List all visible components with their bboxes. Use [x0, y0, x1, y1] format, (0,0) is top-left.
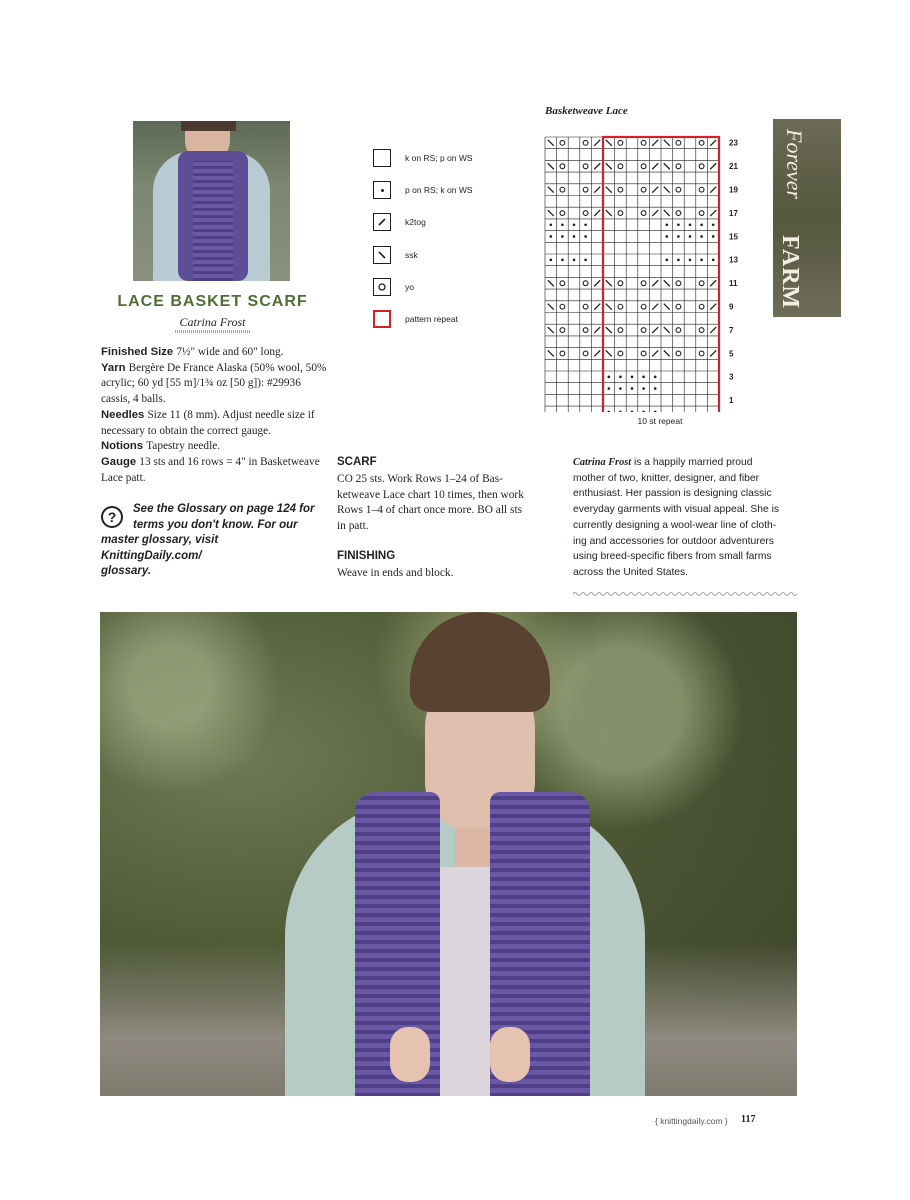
chart-k2tog-symbol — [652, 163, 658, 169]
chart-purl-symbol — [654, 387, 657, 390]
chart-yo-symbol — [641, 211, 646, 216]
chart-yo-symbol — [583, 304, 588, 309]
chart-ssk-symbol — [606, 163, 612, 169]
chart-purl-symbol — [550, 223, 553, 226]
knitting-chart — [540, 127, 750, 412]
chart-yo-symbol — [618, 187, 623, 192]
page-number: 117 — [741, 1114, 756, 1125]
chart-purl-symbol — [642, 411, 645, 412]
chart-row-number: 9 — [729, 302, 734, 312]
chart-yo-symbol — [560, 211, 565, 216]
bio-line: currently designing a wool-wear line of cloth- — [573, 519, 777, 531]
chart-repeat-label: 10 st repeat — [637, 416, 683, 426]
chart-purl-symbol — [573, 235, 576, 238]
chart-purl-symbol — [677, 259, 680, 262]
chart-k2tog-symbol — [594, 327, 600, 333]
chart-yo-symbol — [560, 140, 565, 145]
chart-yo-symbol — [699, 211, 704, 216]
chart-yo-symbol — [676, 187, 681, 192]
chart-k2tog-symbol — [594, 304, 600, 310]
bio-line: across the United States. — [573, 566, 689, 578]
chart-yo-symbol — [641, 140, 646, 145]
chart-yo-symbol — [676, 281, 681, 286]
scarf-line: CO 25 sts. Work Rows 1–24 of Bas- — [337, 473, 503, 485]
chart-yo-symbol — [583, 211, 588, 216]
chart-yo-symbol — [641, 304, 646, 309]
chart-yo-symbol — [676, 304, 681, 309]
question-icon: ? — [101, 506, 123, 528]
finishing-heading: FINISHING — [337, 550, 396, 562]
chart-row-number: 1 — [729, 396, 734, 406]
chart-yo-symbol — [699, 187, 704, 192]
chart-yo-symbol — [676, 328, 681, 333]
footer-site: { knittingdaily.com } — [655, 1116, 728, 1126]
chart-k2tog-symbol — [594, 350, 600, 356]
chart-purl-symbol — [642, 376, 645, 379]
chart-row-number: 23 — [729, 138, 738, 148]
chart-purl-symbol — [666, 223, 669, 226]
chart-row-number: 17 — [729, 208, 738, 218]
chart-ssk-symbol — [664, 163, 670, 169]
key-purl-symbol — [373, 181, 391, 199]
section-tab-word: FARM — [777, 235, 803, 310]
chart-purl-symbol — [619, 376, 622, 379]
chart-k2tog-symbol — [594, 280, 600, 286]
chart-purl-symbol — [631, 387, 634, 390]
finishing-text: Weave in ends and block. — [337, 567, 454, 579]
key-knit-label: k on RS; p on WS — [405, 153, 473, 163]
key-knit-symbol — [373, 149, 391, 167]
chart-k2tog-symbol — [594, 163, 600, 169]
chart-yo-symbol — [618, 351, 623, 356]
chart-yo-symbol — [641, 351, 646, 356]
chart-yo-symbol — [641, 328, 646, 333]
chart-yo-symbol — [618, 211, 623, 216]
chart-ssk-symbol — [548, 187, 554, 193]
chart-yo-symbol — [618, 140, 623, 145]
bio-line: mother of two, knitter, designer, and fiber — [573, 472, 760, 484]
chart-purl-symbol — [712, 235, 715, 238]
chart-yo-symbol — [676, 164, 681, 169]
chart-ssk-symbol — [548, 163, 554, 169]
chart-purl-symbol — [561, 259, 564, 262]
chart-yo-symbol — [699, 164, 704, 169]
chart-purl-symbol — [689, 235, 692, 238]
chart-ssk-symbol — [606, 140, 612, 146]
designer-name: Catrina Frost — [179, 315, 246, 329]
chart-k2tog-symbol — [652, 327, 658, 333]
chart-ssk-symbol — [664, 327, 670, 333]
glossary-line: master glossary, visit KnittingDaily.com/ — [101, 534, 219, 562]
chart-purl-symbol — [666, 259, 669, 262]
pattern-title: LACE BASKET SCARF — [117, 293, 308, 310]
chart-yo-symbol — [583, 351, 588, 356]
spec-label: Needles — [101, 408, 145, 421]
chart-yo-symbol — [583, 281, 588, 286]
chart-k2tog-symbol — [710, 187, 716, 193]
chart-row-number: 5 — [729, 349, 734, 359]
chart-yo-symbol — [560, 187, 565, 192]
key-purl-label: p on RS; k on WS — [405, 185, 473, 195]
chart-ssk-symbol — [606, 327, 612, 333]
chart-purl-symbol — [700, 235, 703, 238]
chart-yo-symbol — [676, 140, 681, 145]
scarf-heading: SCARF — [337, 456, 377, 468]
spec-text: Size 11 (8 mm). Adjust needle size if necessary to obtain the correct gauge. — [101, 408, 315, 437]
chart-row-number: 7 — [729, 325, 734, 335]
key-ssk-symbol — [373, 246, 391, 264]
chart-k2tog-symbol — [594, 210, 600, 216]
chart-ssk-symbol — [664, 210, 670, 216]
bio-name: Catrina Frost — [573, 457, 632, 468]
thumbnail-photo — [133, 121, 290, 281]
chart-row-number: 13 — [729, 255, 738, 265]
chart-purl-symbol — [584, 223, 587, 226]
chart-row-number: 11 — [729, 279, 738, 289]
glossary-line: glossary. — [101, 565, 152, 578]
chart-ssk-symbol — [664, 187, 670, 193]
bio-line: everyday garments with visual appeal. She is — [573, 504, 780, 516]
designer-underline — [175, 330, 250, 333]
chart-ssk-symbol — [548, 140, 554, 146]
chart-purl-symbol — [561, 235, 564, 238]
chart-yo-symbol — [560, 351, 565, 356]
chart-k2tog-symbol — [594, 140, 600, 146]
chart-yo-symbol — [560, 164, 565, 169]
chart-yo-symbol — [699, 140, 704, 145]
chart-yo-symbol — [676, 211, 681, 216]
chart-ssk-symbol — [548, 280, 554, 286]
chart-yo-symbol — [641, 281, 646, 286]
key-k2tog-symbol — [373, 213, 391, 231]
chart-k2tog-symbol — [652, 210, 658, 216]
chart-k2tog-symbol — [710, 163, 716, 169]
chart-yo-symbol — [560, 281, 565, 286]
bio-line: ing and accessories for outdoor adventurers — [573, 535, 774, 547]
chart-yo-symbol — [699, 351, 704, 356]
wavy-divider — [573, 591, 797, 597]
chart-ssk-symbol — [606, 304, 612, 310]
chart-ssk-symbol — [664, 350, 670, 356]
chart-k2tog-symbol — [652, 187, 658, 193]
spec-text: 7½" wide and 60" long. — [176, 346, 284, 358]
chart-purl-symbol — [689, 259, 692, 262]
chart-purl-symbol — [584, 259, 587, 262]
chart-ssk-symbol — [606, 280, 612, 286]
scarf-line: ketweave Lace chart 10 times, then work — [337, 488, 524, 501]
chart-purl-symbol — [619, 411, 622, 412]
chart-ssk-symbol — [664, 280, 670, 286]
chart-purl-symbol — [654, 376, 657, 379]
chart-purl-symbol — [677, 223, 680, 226]
chart-purl-symbol — [700, 259, 703, 262]
chart-ssk-symbol — [664, 304, 670, 310]
chart-k2tog-symbol — [710, 304, 716, 310]
chart-purl-symbol — [712, 259, 715, 262]
chart-purl-symbol — [608, 376, 611, 379]
bio-line: using breed-specific fibers from small farms — [573, 551, 772, 563]
spec-text: 13 sts and 16 rows = 4" in Basketweave Lace patt. — [101, 455, 320, 484]
chart-yo-symbol — [560, 328, 565, 333]
chart-purl-symbol — [550, 259, 553, 262]
chart-title: Basketweave Lace — [545, 105, 628, 117]
chart-yo-symbol — [641, 164, 646, 169]
chart-purl-symbol — [561, 223, 564, 226]
chart-ssk-symbol — [548, 327, 554, 333]
chart-ssk-symbol — [606, 187, 612, 193]
scarf-line: in patt. — [337, 520, 369, 533]
chart-yo-symbol — [699, 281, 704, 286]
chart-yo-symbol — [560, 304, 565, 309]
spec-text: Tapestry needle. — [146, 440, 221, 453]
chart-yo-symbol — [583, 164, 588, 169]
scarf-line: Rows 1–4 of chart once more. BO all sts — [337, 504, 523, 517]
chart-yo-symbol — [618, 328, 623, 333]
chart-yo-symbol — [583, 328, 588, 333]
chart-k2tog-symbol — [710, 210, 716, 216]
chart-yo-symbol — [641, 187, 646, 192]
chart-row-number: 21 — [729, 162, 738, 172]
spec-label: Finished Size — [101, 346, 174, 358]
chart-ssk-symbol — [664, 140, 670, 146]
chart-k2tog-symbol — [710, 140, 716, 146]
chart-purl-symbol — [642, 387, 645, 390]
chart-purl-symbol — [631, 376, 634, 379]
scarf-instructions — [337, 472, 562, 535]
chart-k2tog-symbol — [652, 140, 658, 146]
key-yo-symbol — [373, 278, 391, 296]
chart-yo-symbol — [699, 328, 704, 333]
chart-k2tog-symbol — [652, 304, 658, 310]
chart-purl-symbol — [573, 223, 576, 226]
bio-line: is a happily married proud — [631, 457, 753, 468]
spec-label: Yarn — [101, 361, 126, 374]
chart-purl-symbol — [584, 235, 587, 238]
chart-k2tog-symbol — [710, 327, 716, 333]
chart-yo-symbol — [699, 304, 704, 309]
chart-purl-symbol — [654, 411, 657, 412]
chart-purl-symbol — [631, 411, 634, 412]
chart-purl-symbol — [700, 223, 703, 226]
chart-yo-symbol — [583, 140, 588, 145]
chart-k2tog-symbol — [710, 280, 716, 286]
chart-ssk-symbol — [606, 210, 612, 216]
key-ssk-label: ssk — [405, 250, 418, 260]
chart-yo-symbol — [676, 351, 681, 356]
key-k2tog-label: k2tog — [405, 217, 426, 227]
spec-label: Gauge — [101, 455, 137, 468]
chart-row-number: 3 — [729, 372, 734, 382]
key-repeat-label: pattern repeat — [405, 314, 458, 324]
chart-purl-symbol — [550, 235, 553, 238]
chart-yo-symbol — [618, 281, 623, 286]
chart-k2tog-symbol — [652, 280, 658, 286]
chart-purl-symbol — [573, 259, 576, 262]
section-tab-script: Forever — [782, 129, 807, 200]
chart-k2tog-symbol — [652, 350, 658, 356]
section-tab — [773, 119, 841, 317]
glossary-line: See the Glossary on page 124 for — [133, 503, 315, 515]
bio-line: enthusiast. Her passion is designing classic — [573, 488, 772, 500]
chart-yo-symbol — [618, 304, 623, 309]
chart-purl-symbol — [666, 235, 669, 238]
chart-ssk-symbol — [548, 350, 554, 356]
chart-yo-symbol — [583, 187, 588, 192]
spec-label: Notions — [101, 440, 144, 453]
chart-purl-symbol — [712, 223, 715, 226]
chart-purl-symbol — [689, 223, 692, 226]
chart-k2tog-symbol — [594, 187, 600, 193]
key-yo-label: yo — [405, 282, 414, 292]
chart-purl-symbol — [677, 235, 680, 238]
chart-ssk-symbol — [548, 304, 554, 310]
glossary-note — [101, 502, 321, 580]
spec-text: Bergère De France Alaska (50% wool, 50% acrylic; 60 yd [55 m]/1¾ oz [50 g]): #29936 cassis, 4 balls. — [101, 361, 327, 406]
chart-purl-symbol — [608, 387, 611, 390]
glossary-line: terms you don't know. For our — [133, 518, 298, 531]
chart-ssk-symbol — [606, 350, 612, 356]
chart-k2tog-symbol — [710, 350, 716, 356]
key-repeat-symbol — [373, 310, 391, 328]
designer-bio — [573, 455, 798, 581]
pattern-specs — [101, 345, 331, 486]
model-photo — [100, 612, 797, 1096]
chart-row-number: 19 — [729, 185, 738, 195]
chart-row-number: 15 — [729, 232, 738, 242]
chart-ssk-symbol — [548, 210, 554, 216]
chart-yo-symbol — [618, 164, 623, 169]
chart-purl-symbol — [619, 387, 622, 390]
chart-purl-symbol — [608, 411, 611, 412]
